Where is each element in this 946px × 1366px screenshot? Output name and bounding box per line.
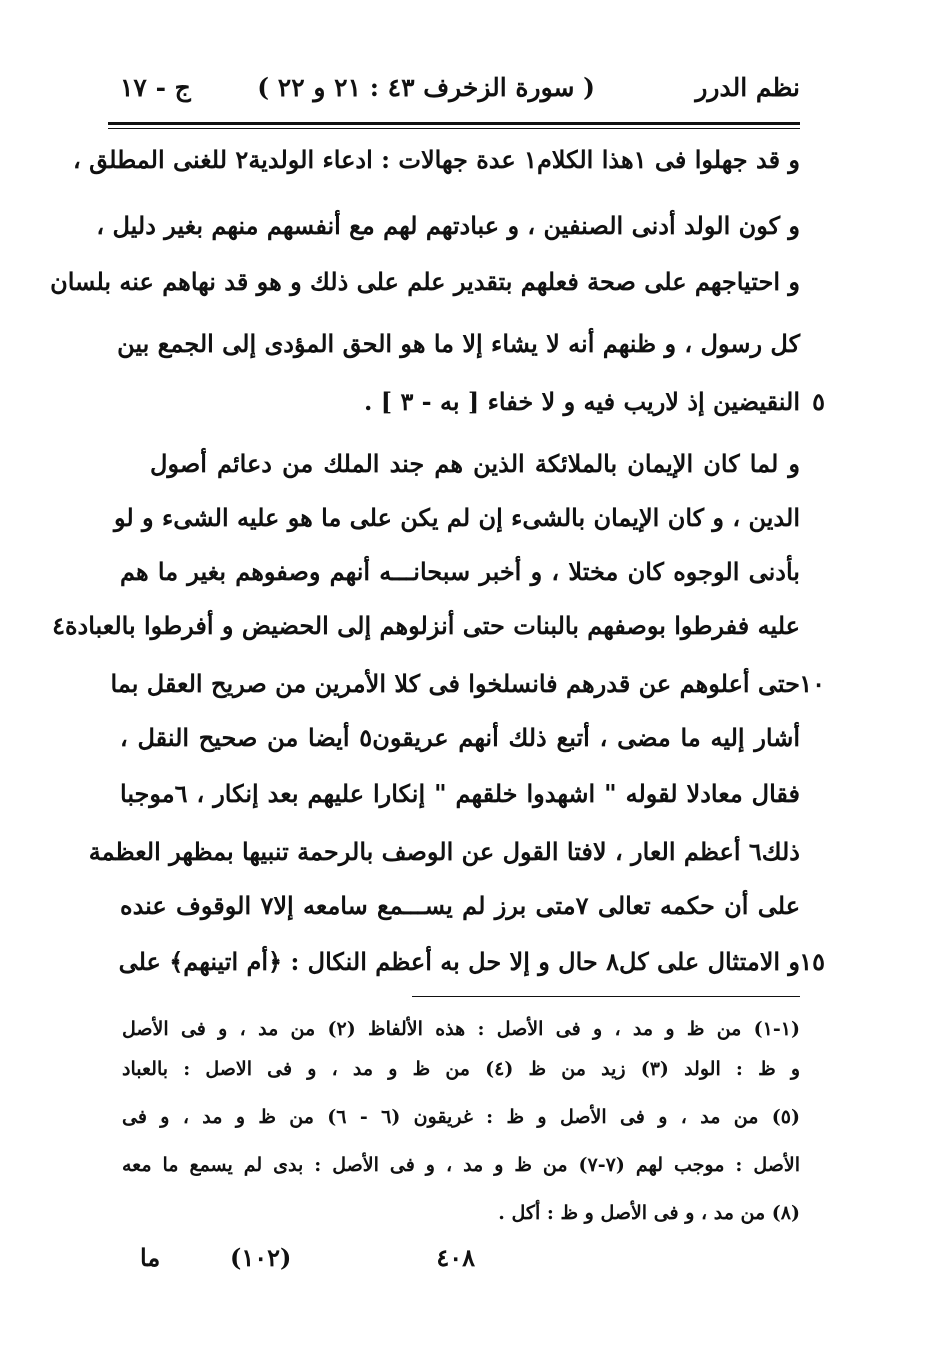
text-line: و الامتثال على كل٨ حال و إلا حل به أعظم النكال : ﴿أم اتينهم﴾ على xyxy=(118,947,800,976)
running-header xyxy=(115,68,800,110)
text-line: و قد جهلوا فى ١هذا الكلام١ عدة جهالات : ادعاء الولدية٢ للغنى المطلق ، xyxy=(73,145,800,174)
header-rule-thick xyxy=(108,122,800,125)
header-rule-thin xyxy=(108,128,800,129)
text-line: و احتياجهم على صحة فعلهم بتقدير علم على ذلك و هو قد نهاهم عنه بلسان xyxy=(50,267,800,296)
surah-reference: ( سورة الزخرف ٤٣ : ٢١ و ٢٢ ) xyxy=(257,73,595,102)
footnote-rule xyxy=(412,996,800,997)
line-number-15: ١٥ xyxy=(799,947,825,976)
footnote-line: و ظ : الولد (٣) زيد من ظ (٤) من ظ و مد ، و فى الاصل : بالعباد xyxy=(122,1058,801,1080)
text-line: و لما كان الإيمان بالملائكة الذين هم جند الملك من دعائم أصول xyxy=(150,449,800,478)
footnote-line: (٥) من مد ، و فى الأصل و ظ : غريقون (٦ - ٦) من ظ و مد ، و فى xyxy=(122,1106,800,1128)
footnote-line: الأصل : موجب لهم (٧-٧) من ظ و مد ، و فى الأصل : بدى لم يسمع ما معه xyxy=(122,1154,800,1176)
page-number: ٤٠٨ xyxy=(436,1243,475,1272)
line-number-5: ٥ xyxy=(812,387,825,416)
text-line: على أن حكمه تعالى ٧متى برز لم يســـمع سامعه إلا٧ الوقوف عنده xyxy=(120,891,801,920)
text-line: الدين ، و كان الإيمان بالشىء إن لم يكن على ما هو عليه الشىء و لو xyxy=(113,503,800,532)
footnote-line: (٨) من مد ، و فى الأصل و ظ : أكل . xyxy=(498,1202,800,1224)
volume-reference: ج - ١٧ xyxy=(120,73,191,102)
text-line: ذلك٦ أعظم العار ، لافتا القول عن الوصف بالرحمة تنبيها بمظهر العظمة xyxy=(88,837,800,866)
text-line: أشار إليه ما مضى ، أتبع ذلك أنهم عريقون٥ أيضا من صحيح النقل ، xyxy=(120,723,801,752)
page-footer xyxy=(140,1238,700,1278)
text-line: النقيضين إذ لاريب فيه و لا خفاء [ به - ٣ ] . xyxy=(364,387,800,416)
text-line: عليه ففرطوا بوصفهم بالبنات حتى أنزلوهم إلى الحضيض و أفرطوا بالعبادة٤ xyxy=(52,611,800,640)
signature-code: (١٠٢) xyxy=(230,1243,292,1272)
catchword: ما xyxy=(140,1243,161,1272)
text-line: بأدنى الوجوه كان مختلا ، و أخبر سبحانـــه أنهم وصفوهم بغير ما هم xyxy=(120,557,800,586)
text-line: و كون الولد أدنى الصنفين ، و عبادتهم لهم مع أنفسهم منهم بغير دليل ، xyxy=(96,211,800,240)
line-number-10: ١٠ xyxy=(799,669,825,698)
book-title: نظم الدرر xyxy=(695,73,800,102)
text-line: فقال معادلا لقوله " اشهدوا خلقهم " إنكارا عليهم بعد إنكار ، ٦موجبا xyxy=(120,779,800,808)
footnote-line: (١-١) من ظ و مد ، و فى الأصل : هذه الألفاظ (٢) من مد ، و فى الأصل xyxy=(122,1018,800,1040)
text-line: حتى أعلوهم عن قدرهم فانسلخوا فى كلا الأمرين من صريح العقل بما xyxy=(110,669,800,698)
text-line: كل رسول ، و ظنهم أنه لا يشاء إلا ما هو الحق المؤدى إلى الجمع بين xyxy=(117,329,800,358)
